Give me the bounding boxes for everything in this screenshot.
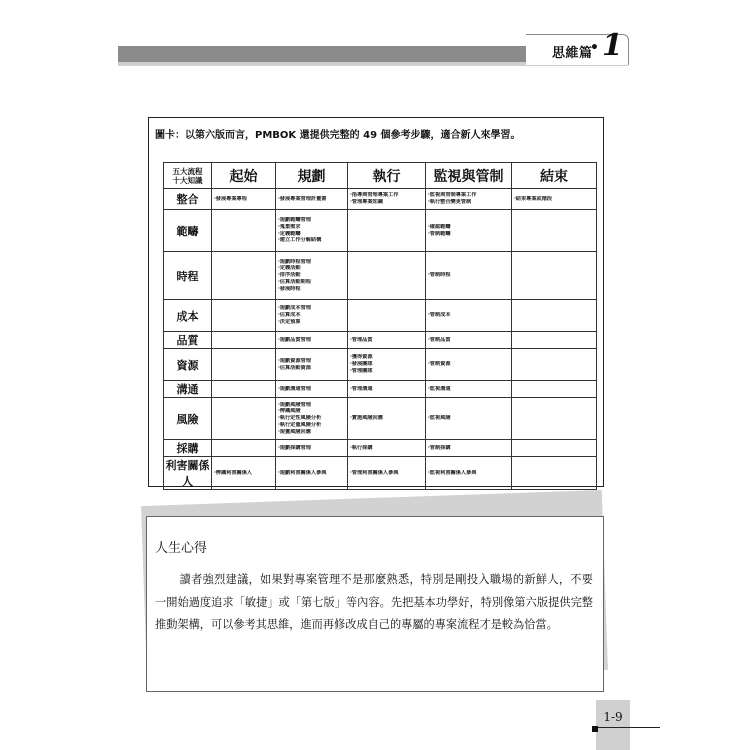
row-header: 時程 [164,252,212,300]
process-step: ‧管理團隊 [350,367,373,374]
table-cell [426,332,512,349]
table-cell [348,210,426,252]
table-cell [426,440,512,457]
column-header: 規劃 [276,163,348,189]
reflection-body: 讀者強烈建議，如果對專案管理不是那麼熟悉，特別是剛投入職場的新鮮人，不要一開始過度追求「敏捷」或「第七版」等內容。先把基本功學好，特別像第六版提供完整推動架構，可以參考其思維，進而再修改成自己的專屬的專案流程才是較為恰當。 [155,573,593,631]
table-cell [426,381,512,398]
table-cell [212,189,276,210]
table-row [164,398,597,440]
column-header: 結束 [512,163,597,189]
row-header: 成本 [164,300,212,332]
table-cell [348,332,426,349]
footer-tab [596,700,630,750]
process-step: ‧執行採購 [350,444,373,451]
process-step: ‧發展時程 [278,285,301,292]
table-cell [512,189,597,210]
process-step: ‧結束專案或階段 [514,195,553,202]
process-step: ‧管制成本 [428,312,451,319]
process-step: ‧實施風險回應 [350,415,383,422]
reflection-box [146,516,604,692]
process-step: ‧發展專案專程 [214,195,247,202]
table-cell [426,189,512,210]
row-header: 整合 [164,189,212,210]
process-step: ‧定義範疇 [278,230,301,237]
process-step: ‧估算活動資源 [278,364,311,371]
table-cell [212,349,276,381]
footer-rule [596,727,660,728]
process-step: ‧發展團隊 [350,361,373,368]
table-cell [212,300,276,332]
process-step: ‧規劃溝通管理 [278,385,311,392]
table-cell [348,440,426,457]
column-header: 執行 [348,163,426,189]
table-cell [348,252,426,300]
table-row [164,252,597,300]
process-step: ‧管制時程 [428,272,451,279]
process-table [163,162,597,490]
table-row [164,300,597,332]
process-step: ‧規劃成本管理 [278,305,311,312]
table-row [164,189,597,210]
table-cell [212,440,276,457]
figure-caption: 圖卡：以第六版而言，PMBOK 還提供完整的 49 個參考步驟，適合新人來學習。 [155,130,521,141]
process-step: ‧管理利害關係人參與 [350,469,399,476]
process-step: ‧規劃範疇管理 [278,217,311,224]
process-step: ‧建立工作分解結構 [278,237,322,244]
process-step: ‧獲得資源 [350,354,373,361]
table-cell [348,189,426,210]
table-row [164,440,597,457]
process-step: ‧執行定量風險分析 [278,421,322,428]
table-cell [212,210,276,252]
process-step: ‧蒐集需求 [278,223,301,230]
footer-square-marker [592,726,598,732]
table-cell [276,381,348,398]
column-header: 監視與管制 [426,163,512,189]
table-cell [276,300,348,332]
table-cell [512,440,597,457]
row-header: 範疇 [164,210,212,252]
table-cell [212,252,276,300]
table-row [164,332,597,349]
process-step: ‧指導與管理專案工作 [350,192,399,199]
table-cell [512,349,597,381]
process-step: ‧規劃利害關係人參與 [278,469,327,476]
row-header: 資源 [164,349,212,381]
table-cell [212,398,276,440]
row-header: 品質 [164,332,212,349]
table-row [164,349,597,381]
process-step: ‧管制採購 [428,444,451,451]
process-step: ‧發展專案管理計畫書 [278,195,327,202]
table-cell [348,398,426,440]
table-cell [512,381,597,398]
process-step: ‧定義活動 [278,265,301,272]
process-step: ‧決定預算 [278,318,301,325]
row-header: 採購 [164,440,212,457]
process-step: ‧管制資源 [428,361,451,368]
process-step: ‧規劃風險管理 [278,401,311,408]
pmbok-figure [148,117,604,487]
table-row [164,381,597,398]
table-cell [212,381,276,398]
table-cell [212,332,276,349]
process-step: ‧排序活動 [278,272,301,279]
process-step: ‧規劃時程管理 [278,258,311,265]
table-cell [426,457,512,490]
table-cell [276,440,348,457]
chapter-title: 思維篇 [552,46,593,61]
table-cell [348,349,426,381]
process-step: ‧執行定性風險分析 [278,415,322,422]
table-cell [276,349,348,381]
table-cell [276,189,348,210]
process-step: ‧辨識風險 [278,408,301,415]
process-step: ‧管制範疇 [428,230,451,237]
corner-label-knowledge-areas: 十大知識 [172,175,203,185]
process-step: ‧辨識利害關係人 [214,469,253,476]
table-cell [512,252,597,300]
process-step: ‧規劃採購管理 [278,444,311,451]
process-step: ‧監視風險 [428,415,451,422]
table-row [164,457,597,490]
process-step: ‧監視利害關係人參與 [428,469,477,476]
row-header: 利害關係人 [164,457,212,490]
process-step: ‧規劃資源管理 [278,357,311,364]
table-cell [512,300,597,332]
reflection-title: 人生心得 [155,541,208,556]
table-cell [426,349,512,381]
table-cell [426,252,512,300]
table-cell [512,332,597,349]
process-step: ‧監視與管制專案工作 [428,192,477,199]
table-cell [426,300,512,332]
process-step: ‧確認範疇 [428,223,451,230]
table-cell [276,398,348,440]
table-corner-cell [164,163,212,189]
row-header: 風險 [164,398,212,440]
chapter-separator-dot: • [590,40,599,56]
table-cell [348,381,426,398]
table-cell [276,210,348,252]
table-cell [276,332,348,349]
process-step: ‧管理品質 [350,336,373,343]
row-header: 溝通 [164,381,212,398]
process-step: ‧管理溝通 [350,385,373,392]
table-cell [512,210,597,252]
table-cell [276,457,348,490]
page-number: 1-9 [603,710,623,724]
table-cell [512,457,597,490]
process-step: ‧估算成本 [278,312,301,319]
table-cell [348,300,426,332]
process-step: ‧規劃品質管理 [278,336,311,343]
table-header-row [164,163,597,189]
column-header: 起始 [212,163,276,189]
corner-label-process-groups: 五大流程 [172,166,203,176]
table-cell [212,457,276,490]
table-cell [276,252,348,300]
table-cell [348,457,426,490]
table-row [164,210,597,252]
process-step: ‧規畫風險回應 [278,428,311,435]
process-step: ‧管理專案知識 [350,199,383,205]
table-cell [426,210,512,252]
table-cell [426,398,512,440]
process-step: ‧估算活動期程 [278,278,311,285]
table-cell [512,398,597,440]
process-step: ‧管制品質 [428,336,451,343]
process-step: ‧監視溝通 [428,385,451,392]
process-step: ‧執行整合變更管制 [428,199,472,205]
chapter-number: 1 [602,28,623,63]
